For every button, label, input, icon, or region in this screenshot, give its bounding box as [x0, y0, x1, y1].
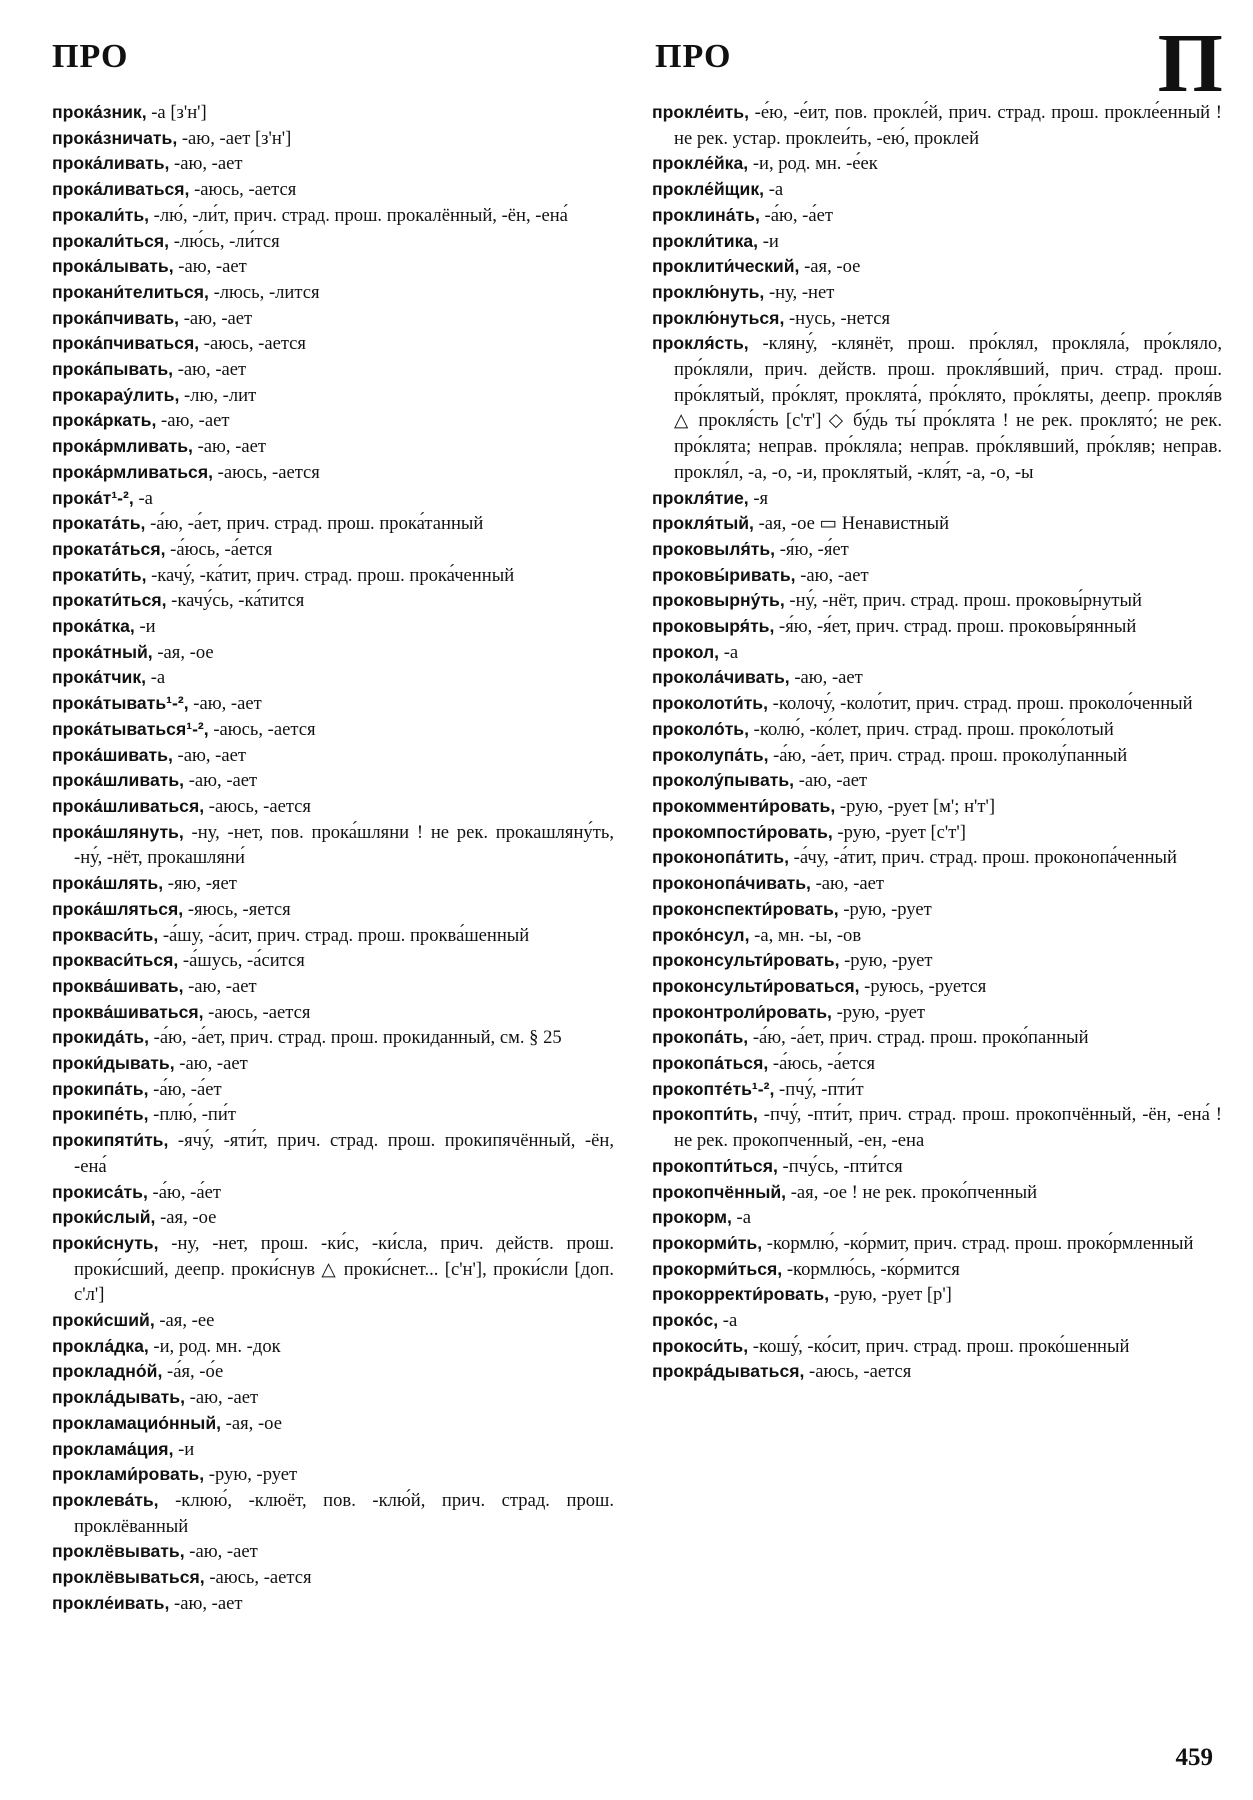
entry-headword: прокола́чивать, [652, 667, 790, 688]
entry-grammar: -руюсь, -руется [859, 975, 987, 997]
dictionary-entry [652, 1359, 1222, 1385]
entry-grammar: -а́ю, -а́ет, прич. страд. прош. проколу́панный [768, 744, 1128, 766]
dictionary-entry [52, 588, 614, 614]
entry-headword: проконсульти́ровать, [652, 950, 840, 971]
entry-headword: прокра́дываться, [652, 1361, 805, 1382]
dictionary-entry [652, 871, 1222, 897]
running-head-right: ПРО [655, 38, 732, 75]
dictionary-entry [52, 1025, 614, 1051]
dictionary-entry [52, 1411, 614, 1437]
entry-grammar: -рую, -рует [м'; н'т'] [835, 795, 996, 817]
entry-grammar: -аю, -ает [173, 359, 247, 381]
dictionary-entry [52, 768, 614, 794]
dictionary-entry [52, 434, 614, 460]
dictionary-entry [652, 1000, 1222, 1026]
dictionary-entry [652, 1180, 1222, 1206]
entry-headword: прокваси́ть, [52, 924, 159, 945]
dictionary-entry [52, 357, 614, 383]
entry-grammar: -а́ю, -а́ет, прич. страд. прош. прокиданный, см. § 25 [149, 1027, 562, 1049]
entry-headword: проко́нсул, [652, 924, 750, 945]
entry-grammar: -аюсь, -ается [804, 1361, 912, 1383]
dictionary-entry [52, 306, 614, 332]
dictionary-entry [52, 614, 614, 640]
entry-headword: прока́ливаться, [52, 179, 190, 200]
entry-headword: прокомменти́ровать, [652, 795, 836, 816]
dictionary-entry [52, 486, 614, 512]
entry-headword: прока́пчивать, [52, 307, 180, 328]
entry-grammar: -я́ю, -я́ет, прич. страд. прош. проковы́рянный [774, 616, 1137, 638]
entry-grammar: -колю́, -ко́лет, прич. страд. прош. проко́лотый [749, 718, 1114, 740]
entry-headword: прокол, [652, 641, 720, 662]
entry-headword: проката́ть, [52, 513, 146, 534]
entry-headword: проколо́ть, [652, 718, 750, 739]
dictionary-entry [652, 897, 1222, 923]
entry-grammar: -а́юсь, -а́ется [165, 538, 273, 560]
entry-grammar: -аю, -ает [з'н'] [177, 127, 292, 149]
entry-grammar: -рую, -рует [с'т'] [832, 821, 966, 843]
dictionary-entry [652, 743, 1222, 769]
entry-headword: прокопти́ть, [652, 1104, 758, 1125]
entry-headword: прокорми́ть, [652, 1232, 763, 1253]
entry-grammar: -аю, -ает [169, 1592, 243, 1614]
entry-headword: прока́шлять, [52, 873, 164, 894]
dictionary-entry [52, 743, 614, 769]
entry-grammar: -ну́, -нёт, прич. страд. прош. проковы́рнутый [784, 590, 1142, 612]
entry-headword: прокваси́ться, [52, 950, 179, 971]
dictionary-entry [52, 640, 614, 666]
entry-headword: прокарау́лить, [52, 384, 180, 405]
entry-grammar: -рую, -рует [838, 898, 932, 920]
dictionary-entry [52, 203, 614, 229]
entry-headword: прока́ливать, [52, 153, 170, 174]
entry-headword: проконспекти́ровать, [652, 898, 839, 919]
entry-headword: проконопа́чивать, [652, 873, 811, 894]
entry-headword: проклами́ровать, [52, 1464, 205, 1485]
dictionary-entry [52, 1205, 614, 1231]
entry-headword: прокля́тый, [652, 513, 754, 534]
entry-grammar: -а [146, 667, 166, 689]
entry-headword: прока́ркать, [52, 410, 157, 431]
dictionary-entry [652, 1025, 1222, 1051]
dictionary-entry [52, 1000, 614, 1026]
entry-grammar: -аю, -ает [810, 873, 885, 895]
entry-headword: прока́пывать, [52, 359, 174, 380]
entry-grammar: -нусь, -нется [784, 307, 891, 329]
section-letter: П [1157, 17, 1223, 110]
dictionary-entry [52, 1359, 614, 1385]
dictionary-entry [652, 1334, 1222, 1360]
dictionary-entry [652, 280, 1222, 306]
dictionary-entry [52, 151, 614, 177]
dictionary-entry [52, 1231, 614, 1308]
entry-headword: проклама́ция, [52, 1438, 174, 1459]
dictionary-entry [652, 511, 1222, 537]
entry-headword: прокипа́ть, [52, 1078, 149, 1099]
entry-grammar: -аю, -ает [188, 693, 262, 715]
entry-grammar: -аю, -ает [169, 153, 243, 175]
entry-headword: прока́шливаться, [52, 795, 205, 816]
entry-grammar: -рую, -рует [204, 1464, 298, 1486]
entry-headword: прокоси́ть, [652, 1335, 749, 1356]
dictionary-entry [652, 717, 1222, 743]
entry-grammar: -а́ю, -а́ет, прич. страд. прош. прока́танный [145, 513, 484, 535]
entry-headword: прокле́ить, [652, 102, 750, 122]
dictionary-entry [652, 100, 1222, 151]
entry-grammar: -аю, -ает [789, 667, 863, 689]
dictionary-entry [652, 1154, 1222, 1180]
entry-headword: проковырну́ть, [652, 590, 785, 611]
entry-headword: проконсульти́роваться, [652, 975, 860, 996]
entry-grammar: -качу́, -ка́тит, прич. страд. прош. прока́ченный [146, 564, 515, 586]
entry-grammar: -аюсь, -ается [199, 333, 306, 355]
entry-grammar: -и, род. мн. -док [148, 1335, 281, 1357]
entry-grammar: -ну, -нет [764, 281, 835, 303]
entry-grammar: -я́ю, -я́ет [775, 538, 849, 560]
entry-headword: проковыря́ть, [652, 616, 775, 637]
dictionary-entry [52, 383, 614, 409]
dictionary-entry [652, 1282, 1222, 1308]
entry-grammar: -яюсь, -яется [183, 898, 291, 920]
entry-headword: прокати́ться, [52, 590, 167, 611]
entry-headword: проки́снуть, [52, 1232, 159, 1253]
entry-headword: прока́тывать¹‑², [52, 693, 189, 714]
entry-headword: проклю́нуться, [652, 307, 785, 328]
entry-grammar: -а [764, 179, 784, 201]
entry-headword: проклёвывать, [52, 1541, 185, 1562]
entry-grammar: -аю, -ает [795, 564, 869, 586]
entry-headword: прока́рмливать, [52, 436, 193, 457]
page-number: 459 [1175, 1744, 1213, 1771]
entry-grammar: -аю, -ает [794, 770, 868, 792]
entry-grammar: -а́юсь, -а́ется [768, 1053, 876, 1075]
entry-headword: прока́шлянуть, [52, 821, 184, 842]
entry-grammar: -ячу́, -яти́т, прич. страд. прош. прокипячённый, -ён, -ена́ [74, 1130, 614, 1177]
dictionary-entry [52, 1385, 614, 1411]
entry-grammar: -аюсь, -ается [204, 795, 311, 817]
entry-grammar: -а́ю, -а́ет [148, 1078, 222, 1100]
entry-grammar: -кляну́, -клянёт, прош. про́клял, прокляла́, про́кляло, про́кляли, прич. действ. прош. прокля́вший, прич. страд. прош. про́клятый, про́клят, проклята́, про́клято, про́кляты, деепр. прокля́в △ прокля́сть [с'т'] ◇ бу́дь ты́ про́клята ! не рек. проклято́; не рек. про́клята; неправ. про́кляла; неправ. про́клявший, про́кляв; неправ. прокля́л, -а, -о, -и, проклятый, -кля́т, -а, -о, -ы [674, 333, 1222, 483]
entry-grammar: -а́я, -о́е [162, 1361, 224, 1383]
dictionary-entry [652, 177, 1222, 203]
entry-headword: проковы́ривать, [652, 564, 796, 585]
entry-headword: прокля́сть, [652, 333, 749, 354]
dictionary-entry [52, 254, 614, 280]
dictionary-entry [52, 897, 614, 923]
entry-headword: прока́тываться¹‑², [52, 718, 209, 739]
entry-headword: проклёвываться, [52, 1567, 205, 1588]
entry-grammar: -ая, -ое [221, 1412, 282, 1434]
dictionary-entry [652, 1257, 1222, 1283]
entry-headword: прока́лывать, [52, 256, 174, 277]
entry-headword: проки́дывать, [52, 1053, 175, 1074]
entry-grammar: -а [133, 487, 153, 509]
dictionary-entry [652, 1077, 1222, 1103]
dictionary-entry [652, 537, 1222, 563]
entry-grammar: -кормлю́сь, -ко́рмится [782, 1258, 960, 1280]
dictionary-entry [652, 151, 1222, 177]
entry-grammar: -лю́сь, -ли́тся [169, 230, 280, 252]
entry-grammar: -рую, -рует [839, 950, 933, 972]
entry-headword: прокорми́ться, [652, 1258, 783, 1279]
dictionary-entry [52, 1077, 614, 1103]
entry-grammar: -аю, -ает [179, 307, 253, 329]
entry-headword: проконтроли́ровать, [652, 1001, 832, 1022]
dictionary-entry [652, 1231, 1222, 1257]
entry-grammar: -ая, -ее [154, 1310, 215, 1332]
entry-grammar: -плю́, -пи́т [148, 1104, 236, 1126]
dictionary-entry [52, 511, 614, 537]
entry-headword: прокида́ть, [52, 1027, 150, 1048]
entry-grammar: -аю, -ает [184, 770, 258, 792]
entry-headword: прокла́дывать, [52, 1387, 185, 1408]
entry-headword: проко́с, [652, 1310, 719, 1331]
entry-grammar: -аю, -ает [184, 1541, 258, 1563]
entry-headword: проколу́пывать, [652, 770, 795, 791]
dictionary-entry [52, 1462, 614, 1488]
entry-headword: прокле́ивать, [52, 1592, 170, 1613]
dictionary-entry [52, 408, 614, 434]
entry-headword: проква́шиваться, [52, 1001, 204, 1022]
right-column [652, 100, 1222, 1385]
dictionary-entry [52, 1565, 614, 1591]
entry-headword: прокали́ться, [52, 230, 170, 251]
entry-headword: прока́тный, [52, 641, 153, 662]
dictionary-entry [52, 229, 614, 255]
entry-headword: прока́зничать, [52, 127, 178, 148]
entry-grammar: -а́чу, -а́тит, прич. страд. прош. проконопа́ченный [788, 847, 1177, 869]
dictionary-entry [52, 537, 614, 563]
dictionary-entry [52, 100, 614, 126]
entry-grammar: -а́шусь, -а́сится [178, 950, 305, 972]
entry-grammar: -пчу́сь, -пти́тся [777, 1155, 903, 1177]
dictionary-entry [652, 229, 1222, 255]
entry-headword: проковыля́ть, [652, 538, 776, 559]
dictionary-entry [652, 640, 1222, 666]
entry-headword: проки́слый, [52, 1207, 156, 1228]
dictionary-entry [52, 126, 614, 152]
entry-headword: прокопте́ть¹‑², [652, 1078, 775, 1099]
entry-headword: проклити́ческий, [652, 256, 800, 277]
entry-grammar: -пчу́, -пти́т [774, 1078, 864, 1100]
entry-headword: прокорректи́ровать, [652, 1284, 830, 1305]
entry-grammar: -а́ю, -а́ет [147, 1181, 221, 1203]
entry-grammar: -а [з'н'] [146, 102, 207, 123]
dictionary-entry [652, 486, 1222, 512]
entry-grammar: -лю, -лит [179, 384, 257, 406]
dictionary-entry [652, 974, 1222, 1000]
dictionary-entry [52, 1102, 614, 1128]
dictionary-entry [52, 280, 614, 306]
dictionary-entry [52, 974, 614, 1000]
entry-grammar: -ая, -ое [799, 256, 861, 278]
entry-grammar: -а [731, 1207, 751, 1229]
entry-grammar: -качу́сь, -ка́тится [166, 590, 305, 612]
dictionary-entry [652, 948, 1222, 974]
dictionary-entry [652, 845, 1222, 871]
entry-headword: прока́тка, [52, 616, 135, 637]
entry-headword: проколоти́ть, [652, 693, 769, 714]
entry-headword: прока́рмливаться, [52, 461, 213, 482]
entry-headword: прока́тчик, [52, 667, 147, 688]
dictionary-entry [652, 1051, 1222, 1077]
entry-grammar: -аю, -ает [192, 436, 267, 458]
dictionary-entry [52, 794, 614, 820]
dictionary-entry [52, 871, 614, 897]
entry-headword: прокиса́ть, [52, 1181, 148, 1202]
dictionary-entry [652, 563, 1222, 589]
left-column [52, 100, 614, 1616]
entry-headword: прокипе́ть, [52, 1104, 149, 1125]
entry-headword: прокали́ть, [52, 204, 150, 225]
dictionary-entry [652, 1102, 1222, 1153]
entry-grammar: -ая, -ое ▭ Ненавистный [753, 513, 950, 535]
entry-grammar: -яю, -яет [163, 873, 237, 895]
entry-grammar: -и [173, 1438, 195, 1460]
entry-headword: прокопчённый, [652, 1181, 787, 1202]
entry-grammar: -аюсь, -ается [212, 461, 320, 483]
entry-headword: проколупа́ть, [652, 744, 769, 765]
dictionary-entry [652, 691, 1222, 717]
entry-grammar: -а [719, 641, 739, 663]
entry-grammar: -лю́, -ли́т, прич. страд. прош. прокалённый, -ён, -ена́ [149, 204, 568, 226]
entry-headword: прокле́йщик, [652, 179, 765, 200]
entry-headword: прокати́ть, [52, 564, 147, 585]
entry-headword: прока́шляться, [52, 898, 184, 919]
dictionary-entry [652, 820, 1222, 846]
entry-grammar: -аю, -ает [172, 744, 246, 766]
dictionary-entry [52, 1128, 614, 1179]
dictionary-entry [52, 948, 614, 974]
dictionary-entry [652, 1308, 1222, 1334]
entry-grammar: -аюсь, -ается [204, 1567, 312, 1589]
dictionary-entry [652, 1205, 1222, 1231]
entry-grammar: -аю, -ает [173, 256, 247, 278]
dictionary-entry [52, 1051, 614, 1077]
entry-grammar: -и, род. мн. -е́ек [748, 153, 878, 175]
dictionary-entry [652, 306, 1222, 332]
entry-headword: проклина́ть, [652, 204, 760, 225]
entry-grammar: -аюсь, -ается [189, 179, 297, 201]
dictionary-entry [52, 1437, 614, 1463]
entry-grammar: -а́ю, -а́ет [759, 204, 833, 226]
dictionary-entry [652, 203, 1222, 229]
dictionary-entry [52, 460, 614, 486]
entry-grammar: -а́ю, -а́ет, прич. страд. прош. проко́панный [748, 1027, 1089, 1049]
entry-grammar: -а́шу, -а́сит, прич. страд. прош. проква́шенный [158, 924, 530, 946]
entry-headword: прока́зник, [52, 102, 147, 122]
entry-headword: прокладно́й, [52, 1361, 163, 1382]
entry-headword: проклева́ть, [52, 1489, 159, 1510]
entry-grammar: -аю, -ает [156, 410, 230, 432]
entry-headword: проква́шивать, [52, 975, 184, 996]
entry-grammar: -кошу́, -ко́сит, прич. страд. прош. проко́шенный [748, 1335, 1130, 1357]
dictionary-entry [52, 1488, 614, 1539]
dictionary-entry [52, 1308, 614, 1334]
dictionary-entry [652, 923, 1222, 949]
entry-headword: проката́ться, [52, 538, 166, 559]
entry-headword: прокопа́ть, [652, 1027, 749, 1048]
entry-headword: прокорм, [652, 1207, 732, 1228]
entry-headword: прока́т¹‑², [52, 487, 134, 508]
entry-grammar: -аю, -ает [174, 1053, 248, 1075]
entry-grammar: -и [758, 230, 779, 252]
entry-grammar: -и [134, 616, 156, 638]
dictionary-entry [652, 614, 1222, 640]
entry-grammar: -ну, -нет, прош. -ки́с, -ки́сла, прич. действ. прош. проки́сший, деепр. проки́снув △ проки́снет... [с'н'], проки́сли [доп. с'л'] [74, 1232, 614, 1306]
entry-headword: проки́сший, [52, 1310, 155, 1331]
entry-headword: прокопти́ться, [652, 1155, 778, 1176]
dictionary-entry [52, 177, 614, 203]
dictionary-entry [52, 331, 614, 357]
running-head-left: ПРО [52, 38, 129, 75]
entry-headword: прокламацио́нный, [52, 1412, 222, 1433]
entry-headword: прокипяти́ть, [52, 1130, 169, 1151]
dictionary-entry [52, 1334, 614, 1360]
entry-grammar: -люсь, -лится [208, 281, 320, 303]
entry-grammar: -кормлю́, -ко́рмит, прич. страд. прош. проко́рмленный [762, 1232, 1194, 1254]
dictionary-entry [52, 1180, 614, 1206]
entry-grammar: -аю, -ает [184, 1387, 259, 1409]
entry-headword: проконопа́тить, [652, 847, 789, 868]
dictionary-entry [652, 768, 1222, 794]
entry-headword: прока́шивать, [52, 744, 173, 765]
entry-grammar: -аюсь, -ается [203, 1001, 311, 1023]
dictionary-entry [652, 794, 1222, 820]
dictionary-entry [52, 563, 614, 589]
entry-grammar: -пчу́, -пти́т, прич. страд. прош. прокопчённый, -ён, -ена́ ! не рек. прокопченный, -ен, -ена [674, 1104, 1222, 1152]
entry-grammar: -а [718, 1310, 738, 1332]
entry-grammar: -рую, -рует [р'] [829, 1284, 952, 1306]
dictionary-entry [52, 665, 614, 691]
dictionary-entry [52, 691, 614, 717]
entry-grammar: -рую, -рует [831, 1001, 925, 1023]
dictionary-entry [652, 254, 1222, 280]
entry-headword: прокани́телиться, [52, 281, 209, 302]
entry-grammar: -я [748, 487, 769, 509]
entry-headword: прокля́тие, [652, 487, 749, 508]
entry-grammar: -ая, -ое ! не рек. проко́пченный [786, 1181, 1038, 1203]
dictionary-entry [652, 331, 1222, 485]
entry-headword: прокла́дка, [52, 1335, 149, 1356]
entry-headword: прока́пчиваться, [52, 333, 200, 354]
entry-headword: прокле́йка, [652, 153, 749, 174]
dictionary-entry [52, 1591, 614, 1617]
entry-headword: прокомпости́ровать, [652, 821, 833, 842]
entry-headword: прока́шливать, [52, 770, 185, 791]
entry-grammar: -колочу́, -коло́тит, прич. страд. прош. проколо́ченный [768, 693, 1193, 715]
dictionary-entry [52, 923, 614, 949]
dictionary-entry [52, 820, 614, 871]
dictionary-entry [52, 717, 614, 743]
dictionary-entry [652, 588, 1222, 614]
entry-headword: проклю́нуть, [652, 281, 765, 302]
entry-grammar: -клюю́, -клюёт, пов. -клю́й, прич. страд. прош. проклёванный [74, 1489, 614, 1537]
entry-grammar: -ая, -ое [155, 1207, 217, 1229]
entry-grammar: -аю, -ает [183, 975, 257, 997]
entry-headword: прокли́тика, [652, 230, 759, 251]
entry-grammar: -аюсь, -ается [208, 718, 316, 740]
dictionary-entry [652, 665, 1222, 691]
entry-headword: прокопа́ться, [652, 1053, 769, 1074]
entry-grammar: -е́ю, -е́ит, пов. прокле́й, прич. страд. прош. прокле́енный ! не рек. устар. проклеи́ть, -ею́, проклей [674, 102, 1222, 149]
entry-grammar: -ну, -нет, пов. прока́шляни ! не рек. прокашляну́ть, -ну́, -нёт, прокашляни́ [74, 821, 614, 869]
entry-grammar: -а, мн. -ы, -ов [749, 924, 862, 946]
entry-grammar: -ая, -ое [152, 641, 214, 663]
dictionary-entry [52, 1539, 614, 1565]
